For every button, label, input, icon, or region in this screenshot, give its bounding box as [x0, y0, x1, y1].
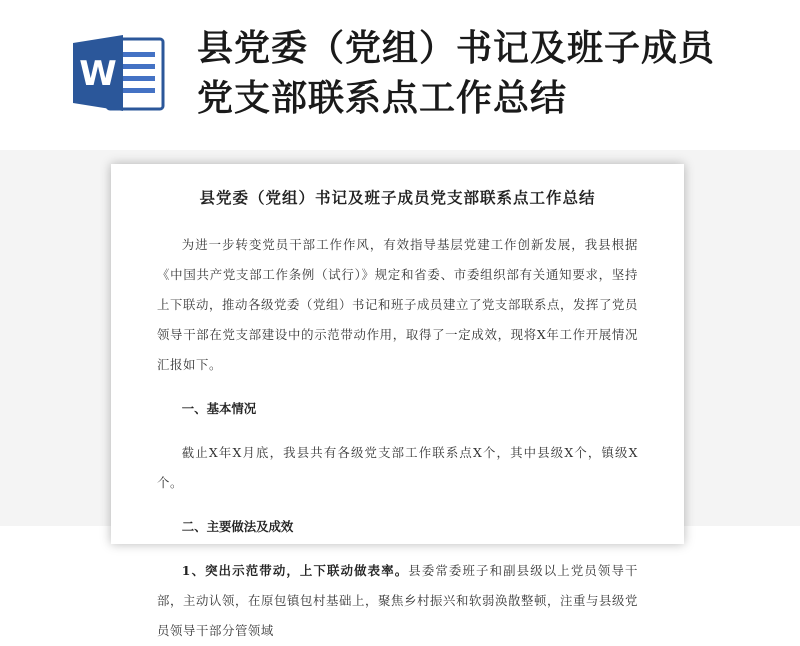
section-heading-measures: 二、主要做法及成效: [181, 519, 294, 534]
page-title-line-2: 党支部联系点工作总结: [197, 78, 568, 119]
word-logo-letter: W: [79, 54, 117, 94]
document-title: 县党委（党组）书记及班子成员党支部联系点工作总结: [199, 188, 596, 207]
section-basic-body: 截止X年X月底，我县共有各级党支部工作联系点X个，其中县级X个，镇级X个。: [157, 445, 638, 490]
section-heading-basic: 一、基本情况: [181, 401, 257, 416]
document-page: [111, 164, 684, 638]
measure-item-1: [157, 556, 638, 646]
intro-paragraph: 为进一步转变党员干部工作作风，有效指导基层党建工作创新发展，我县根据《中国共产党支部工作条例（试行）》规定和省委、市委组织部有关通知要求，坚持上下联动，推动各级党委（党组）书记和班子成员建立了党支部联系点，发挥了党员领导干部在党支部建设中的示范带动作用，取得了一定成效，现将X年工作开展情况汇报如下。: [157, 237, 638, 372]
page-title: [197, 24, 757, 124]
measure-item-1-body: 县委常委班子和副县级以上党员领导干部，主动认领，在原包镇包村基础上，聚焦乡村振兴和软弱涣散整顿，注重与县级党员领导干部分管领域: [157, 563, 639, 638]
banner: [0, 0, 800, 150]
measure-item-1-lead: 1、突出示范带动，上下联动做表率。: [181, 563, 409, 578]
word-document-icon: [73, 33, 165, 113]
page-title-line-1: 县党委（党组）书记及班子成员: [197, 28, 716, 69]
